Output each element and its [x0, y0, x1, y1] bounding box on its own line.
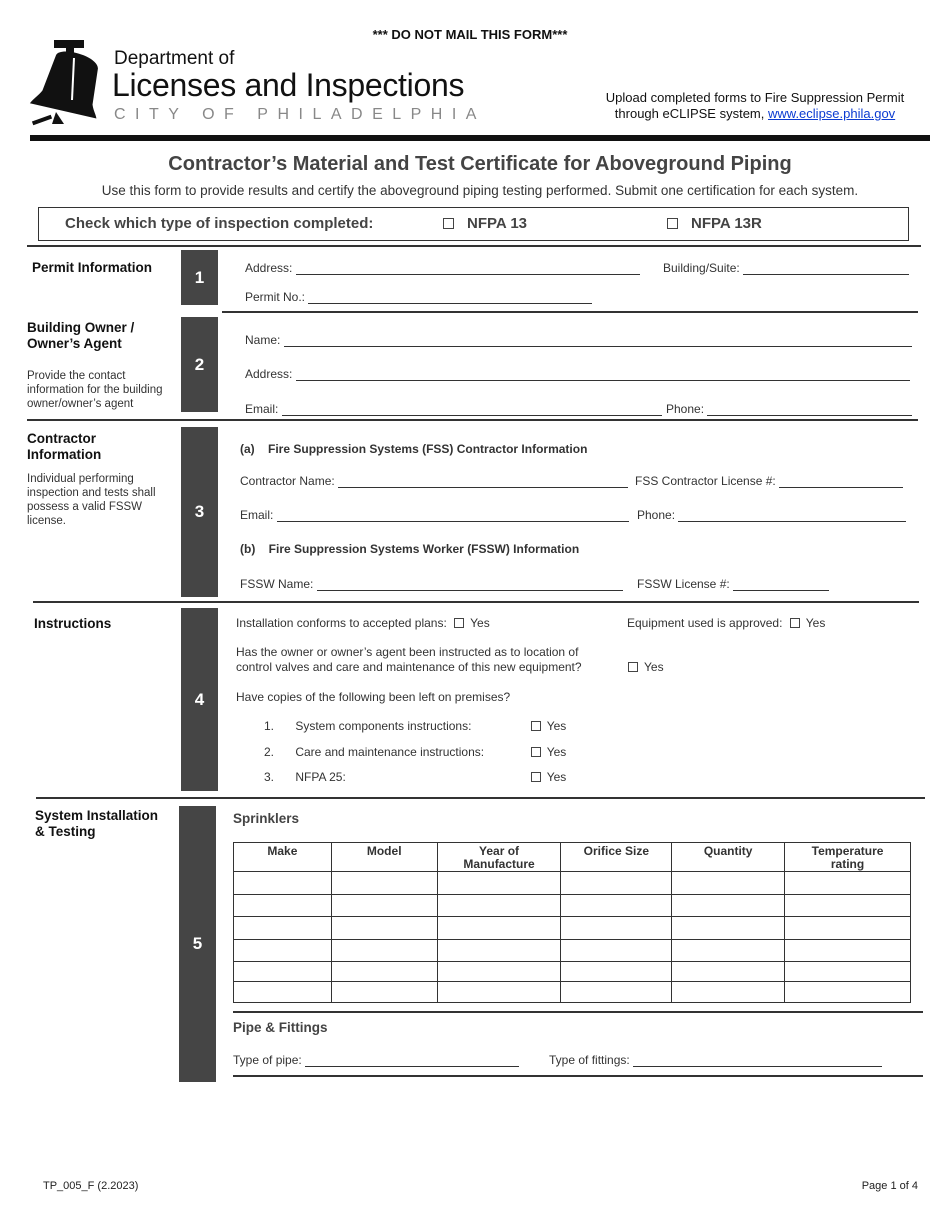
fittings-type-label: Type of fittings: — [549, 1053, 630, 1067]
nfpa13r-checkbox[interactable] — [667, 218, 678, 229]
owner-name-field[interactable] — [245, 333, 912, 347]
col-make: Make — [234, 843, 332, 872]
section5-number: 5 — [179, 806, 216, 1082]
owner-phone-line[interactable] — [707, 404, 912, 416]
pipe-type-label: Type of pipe: — [233, 1053, 302, 1067]
table-cell[interactable] — [672, 895, 785, 917]
section3-title-line2: Information — [27, 447, 102, 462]
inspection-type-label: Check which type of inspection completed: — [65, 215, 374, 232]
copies-item-3 — [264, 770, 566, 784]
owner-instructed-question — [236, 645, 582, 675]
copies-item-1-yes: Yes — [546, 719, 567, 733]
fss-heading-text: Fire Suppression Systems (FSS) Contractor Information — [268, 442, 588, 456]
table-row — [234, 962, 911, 982]
nfpa13r-label: NFPA 13R — [691, 215, 762, 232]
table-cell[interactable] — [331, 982, 437, 1003]
contractor-phone-field[interactable] — [637, 508, 906, 522]
table-cell[interactable] — [437, 872, 561, 895]
col-year — [437, 843, 561, 872]
table-cell[interactable] — [234, 940, 332, 962]
table-row — [234, 940, 911, 962]
table-cell[interactable] — [561, 917, 672, 940]
col-quantity: Quantity — [672, 843, 785, 872]
section5-title — [35, 808, 158, 840]
building-suite-label: Building/Suite: — [663, 261, 740, 275]
owner-instructed-line1: Has the owner or owner’s agent been instructed as to location of — [236, 645, 579, 659]
divider-2 — [27, 419, 918, 421]
divider-3 — [33, 601, 919, 603]
fssw-license-field[interactable] — [637, 577, 829, 591]
table-cell[interactable] — [561, 940, 672, 962]
fssw-name-line[interactable] — [317, 579, 623, 591]
equipment-approved-checkbox[interactable] — [790, 618, 800, 628]
equipment-approved-label: Equipment used is approved: — [627, 616, 783, 630]
equipment-approved-yes: Yes — [805, 616, 826, 630]
owner-email-field[interactable] — [245, 402, 662, 416]
pipe-section-rule — [233, 1011, 923, 1013]
owner-email-line[interactable] — [282, 404, 662, 416]
permit-no-field[interactable] — [245, 290, 592, 304]
fssw-heading-text: Fire Suppression Systems Worker (FSSW) Information — [268, 542, 580, 556]
owner-instructed-yes: Yes — [644, 660, 664, 674]
copies-item-3-num: 3. — [264, 770, 275, 784]
fssw-license-label: FSSW License #: — [637, 577, 730, 591]
section2-desc: Provide the contact information for the building owner/owner’s agent — [27, 370, 163, 410]
section1-address-field[interactable] — [245, 261, 640, 275]
table-cell[interactable] — [672, 982, 785, 1003]
nfpa13r-option[interactable] — [667, 215, 762, 232]
copies-item-1-text: System components instructions: — [295, 719, 472, 733]
copies-item-2-yes: Yes — [546, 745, 567, 759]
section2-number: 2 — [181, 317, 218, 412]
table-cell[interactable] — [561, 982, 672, 1003]
section4-title: Instructions — [34, 616, 112, 631]
table-cell[interactable] — [437, 982, 561, 1003]
contractor-name-line[interactable] — [338, 476, 628, 488]
table-cell[interactable] — [234, 895, 332, 917]
fssw-name-field[interactable] — [240, 577, 623, 591]
pipe-type-line[interactable] — [305, 1055, 519, 1067]
liberty-bell-logo — [28, 38, 108, 128]
eclipse-link[interactable]: www.eclipse.phila.gov — [768, 106, 896, 121]
section3-number: 3 — [181, 427, 218, 597]
copies-left-question: Have copies of the following been left on premises? — [236, 690, 511, 704]
owner-address-line[interactable] — [296, 369, 910, 381]
copies-item-2-num: 2. — [264, 745, 275, 759]
upload-line2 — [575, 106, 935, 122]
page-number: Page 1 of 4 — [861, 1180, 918, 1192]
nfpa13-option[interactable] — [443, 215, 527, 232]
section4-number: 4 — [181, 608, 218, 791]
fss-license-field[interactable] — [635, 474, 903, 488]
section3-title — [27, 431, 101, 463]
col-temperature — [785, 843, 911, 872]
col-orifice: Orifice Size — [561, 843, 672, 872]
table-cell[interactable] — [561, 895, 672, 917]
table-row — [234, 872, 911, 895]
copies-item-3-checkbox[interactable] — [531, 772, 541, 782]
contractor-phone-line[interactable] — [678, 510, 906, 522]
table-cell[interactable] — [785, 940, 911, 962]
section3-title-line1: Contractor — [27, 431, 97, 446]
table-cell[interactable] — [234, 982, 332, 1003]
building-suite-line[interactable] — [743, 263, 909, 275]
copies-item-3-yes: Yes — [546, 770, 567, 784]
copies-item-1 — [264, 719, 566, 733]
permit-no-line[interactable] — [308, 292, 592, 304]
table-cell[interactable] — [437, 895, 561, 917]
owner-name-line[interactable] — [284, 335, 912, 347]
col-year-text: Year of Manufacture — [463, 844, 535, 871]
accepted-plans-yes: Yes — [470, 616, 490, 630]
fssw-license-line[interactable] — [733, 579, 829, 591]
accepted-plans-checkbox[interactable] — [454, 618, 464, 628]
copies-item-3-text: NFPA 25: — [295, 770, 346, 784]
accepted-plans-question — [236, 616, 490, 630]
contractor-phone-label: Phone: — [637, 508, 676, 522]
building-suite-field[interactable] — [663, 261, 909, 275]
owner-phone-field[interactable] — [666, 402, 912, 416]
upload-line2-text: through eCLIPSE system, — [614, 106, 765, 121]
divider-4 — [36, 797, 925, 799]
section2-title-line2: Owner’s Agent — [27, 336, 122, 351]
form-subtitle: Use this form to provide results and certify the aboveground piping testing performed. Submit one certification for each system. — [101, 183, 859, 198]
owner-instructed-checkbox[interactable] — [628, 662, 638, 672]
table-cell[interactable] — [561, 962, 672, 982]
col-temperature-text: Temperature rating — [811, 844, 884, 871]
copies-item-2 — [264, 745, 566, 759]
form-title: Contractor’s Material and Test Certificate for Aboveground Piping — [168, 153, 792, 175]
copies-item-1-checkbox[interactable] — [531, 721, 541, 731]
table-row — [234, 982, 911, 1003]
owner-phone-label: Phone: — [666, 402, 705, 416]
table-row — [234, 917, 911, 940]
contractor-name-label: Contractor Name: — [240, 474, 335, 488]
dept-name-line3: CITY OF PHILADELPHIA — [114, 106, 486, 123]
table-cell[interactable] — [672, 872, 785, 895]
table-cell[interactable] — [234, 917, 332, 940]
owner-email-label: Email: — [245, 402, 279, 416]
fssw-name-label: FSSW Name: — [240, 577, 314, 591]
contractor-email-line[interactable] — [277, 510, 629, 522]
sprinklers-table — [233, 842, 911, 1003]
table-cell[interactable] — [234, 872, 332, 895]
section3-desc: Individual performing inspection and tests shall possess a valid FSSW license. — [27, 473, 156, 527]
fss-marker: (a) — [240, 442, 255, 456]
header-rule — [30, 135, 930, 141]
address-label: Address: — [245, 261, 293, 275]
nfpa13-checkbox[interactable] — [443, 218, 454, 229]
section2-title-line1: Building Owner / — [27, 320, 135, 335]
nfpa13-label: NFPA 13 — [467, 215, 528, 232]
owner-instructed-line2: control valves and care and maintenance of this new equipment? — [236, 660, 582, 674]
divider-1 — [222, 311, 918, 313]
table-cell[interactable] — [785, 962, 911, 982]
pipe-bottom-rule — [233, 1075, 923, 1077]
table-cell[interactable] — [672, 917, 785, 940]
permit-no-label: Permit No.: — [245, 290, 306, 304]
fss-license-line[interactable] — [779, 476, 903, 488]
table-cell[interactable] — [331, 895, 437, 917]
copies-item-1-num: 1. — [264, 719, 275, 733]
table-row — [234, 895, 911, 917]
section2-title — [27, 320, 134, 352]
dept-name-line2: Licenses and Inspections — [112, 67, 465, 103]
owner-address-label: Address: — [245, 367, 293, 381]
table-cell[interactable] — [785, 917, 911, 940]
divider-top — [27, 245, 921, 247]
owner-instructed-answer — [628, 660, 664, 674]
section1-number: 1 — [181, 250, 218, 305]
contractor-email-label: Email: — [240, 508, 274, 522]
fssw-marker: (b) — [240, 542, 256, 556]
upload-instructions — [575, 90, 935, 122]
section5-title-line1: System Installation — [35, 808, 159, 823]
pipe-type-field[interactable] — [233, 1053, 519, 1067]
table-cell[interactable] — [672, 940, 785, 962]
do-not-mail-notice: *** DO NOT MAIL THIS FORM*** — [372, 27, 568, 42]
table-cell[interactable] — [437, 962, 561, 982]
form-id: TP_005_F (2.2023) — [43, 1180, 139, 1192]
table-cell[interactable] — [785, 982, 911, 1003]
accepted-plans-label: Installation conforms to accepted plans: — [236, 616, 447, 630]
table-cell[interactable] — [331, 917, 437, 940]
dept-name-line1: Department of — [114, 48, 235, 69]
table-cell[interactable] — [785, 895, 911, 917]
copies-item-2-checkbox[interactable] — [531, 747, 541, 757]
section5-title-line2: & Testing — [35, 824, 96, 839]
fss-contractor-heading — [240, 442, 587, 456]
fssw-worker-heading — [240, 542, 579, 556]
table-cell[interactable] — [785, 872, 911, 895]
table-cell[interactable] — [561, 872, 672, 895]
contractor-name-field[interactable] — [240, 474, 628, 488]
section1-title: Permit Information — [32, 260, 153, 275]
owner-name-label: Name: — [245, 333, 281, 347]
table-cell[interactable] — [331, 962, 437, 982]
table-cell[interactable] — [437, 940, 561, 962]
upload-line1: Upload completed forms to Fire Suppression Permit — [605, 90, 905, 105]
owner-address-field[interactable] — [245, 367, 910, 381]
table-cell[interactable] — [437, 917, 561, 940]
address-line[interactable] — [296, 263, 640, 275]
sprinklers-heading: Sprinklers — [233, 811, 300, 826]
col-model: Model — [331, 843, 437, 872]
table-cell[interactable] — [331, 940, 437, 962]
table-cell[interactable] — [331, 872, 437, 895]
copies-item-2-text: Care and maintenance instructions: — [295, 745, 485, 759]
table-cell[interactable] — [234, 962, 332, 982]
fittings-type-field[interactable] — [549, 1053, 882, 1067]
equipment-approved-question — [627, 616, 825, 630]
fss-license-label: FSS Contractor License #: — [635, 474, 776, 488]
contractor-email-field[interactable] — [240, 508, 629, 522]
table-cell[interactable] — [672, 962, 785, 982]
fittings-type-line[interactable] — [633, 1055, 882, 1067]
pipe-fittings-heading: Pipe & Fittings — [233, 1020, 328, 1035]
